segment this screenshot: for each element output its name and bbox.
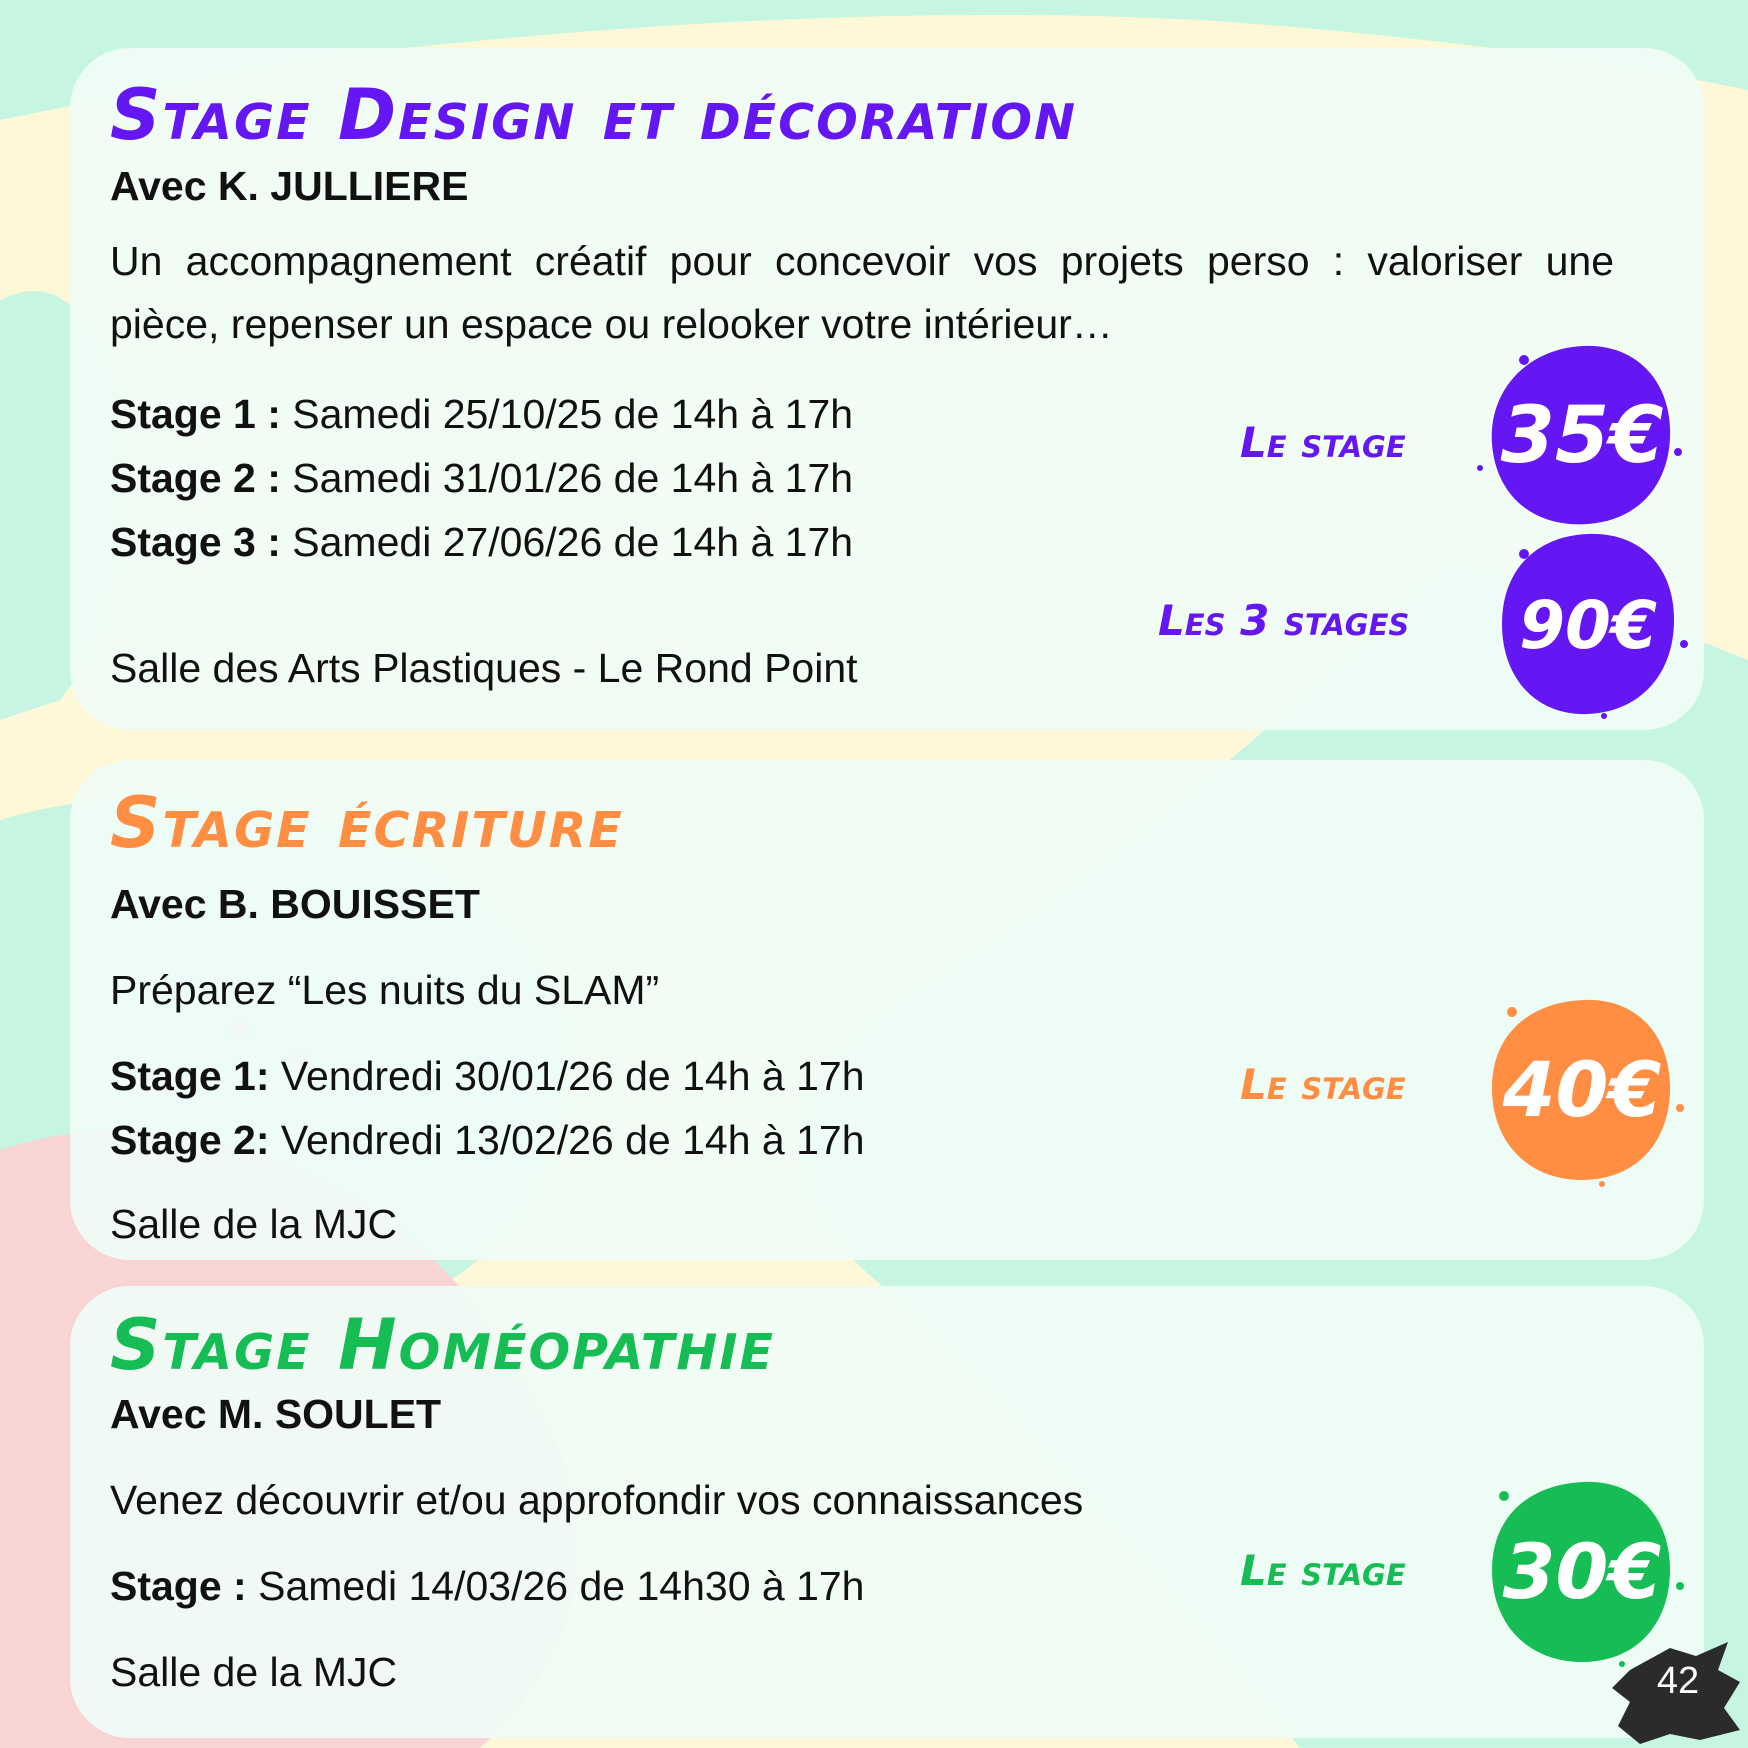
price-label: Les 3 stages xyxy=(1158,596,1410,645)
session-row: Stage 1 : Samedi 25/10/25 de 14h à 17h xyxy=(110,391,854,437)
svg-text:30€: 30€ xyxy=(1502,1527,1662,1616)
description: Venez découvrir et/ou approfondir vos connaissances xyxy=(110,1477,1084,1523)
session-row: Stage 2: Vendredi 13/02/26 de 14h à 17h xyxy=(110,1117,865,1163)
session-row: Stage 2 : Samedi 31/01/26 de 14h à 17h xyxy=(110,455,854,501)
stage-homeopathie-card xyxy=(70,1286,1704,1738)
price-badge xyxy=(1472,340,1692,530)
session-row: Stage : Samedi 14/03/26 de 14h30 à 17h xyxy=(110,1563,865,1609)
instructor: Avec M. SOULET xyxy=(110,1391,442,1437)
description: Un accompagnement créatif pour concevoir vos projets perso : valoriser une pièce, repenser un espace ou relooker votre intérieur… xyxy=(110,238,1614,347)
stage-design-card xyxy=(70,48,1704,730)
section-title: Stage Design et décoration xyxy=(110,74,1078,156)
price-label: Le stage xyxy=(1240,1546,1406,1595)
location: Salle des Arts Plastiques - Le Rond Point xyxy=(110,645,858,691)
instructor: Avec K. JULLIERE xyxy=(110,163,469,209)
svg-text:40€: 40€ xyxy=(1502,1045,1662,1134)
section-title: Stage écriture xyxy=(110,782,624,864)
price-badge xyxy=(1484,526,1694,720)
description: Préparez “Les nuits du SLAM” xyxy=(110,967,660,1013)
price-label: Le stage xyxy=(1240,418,1406,467)
stage-ecriture-card xyxy=(70,760,1704,1260)
price-label: Le stage xyxy=(1240,1060,1406,1109)
page-number: 42 xyxy=(1656,1660,1700,1702)
location: Salle de la MJC xyxy=(110,1201,398,1247)
session-row: Stage 1: Vendredi 30/01/26 de 14h à 17h xyxy=(110,1053,865,1099)
svg-text:35€: 35€ xyxy=(1500,391,1664,481)
session-row: Stage 3 : Samedi 27/06/26 de 14h à 17h xyxy=(110,519,854,565)
location: Salle de la MJC xyxy=(110,1649,398,1695)
svg-text:90€: 90€ xyxy=(1519,587,1657,664)
section-title: Stage Homéopathie xyxy=(110,1304,775,1386)
instructor: Avec B. BOUISSET xyxy=(110,881,480,927)
price-badge xyxy=(1472,992,1692,1188)
